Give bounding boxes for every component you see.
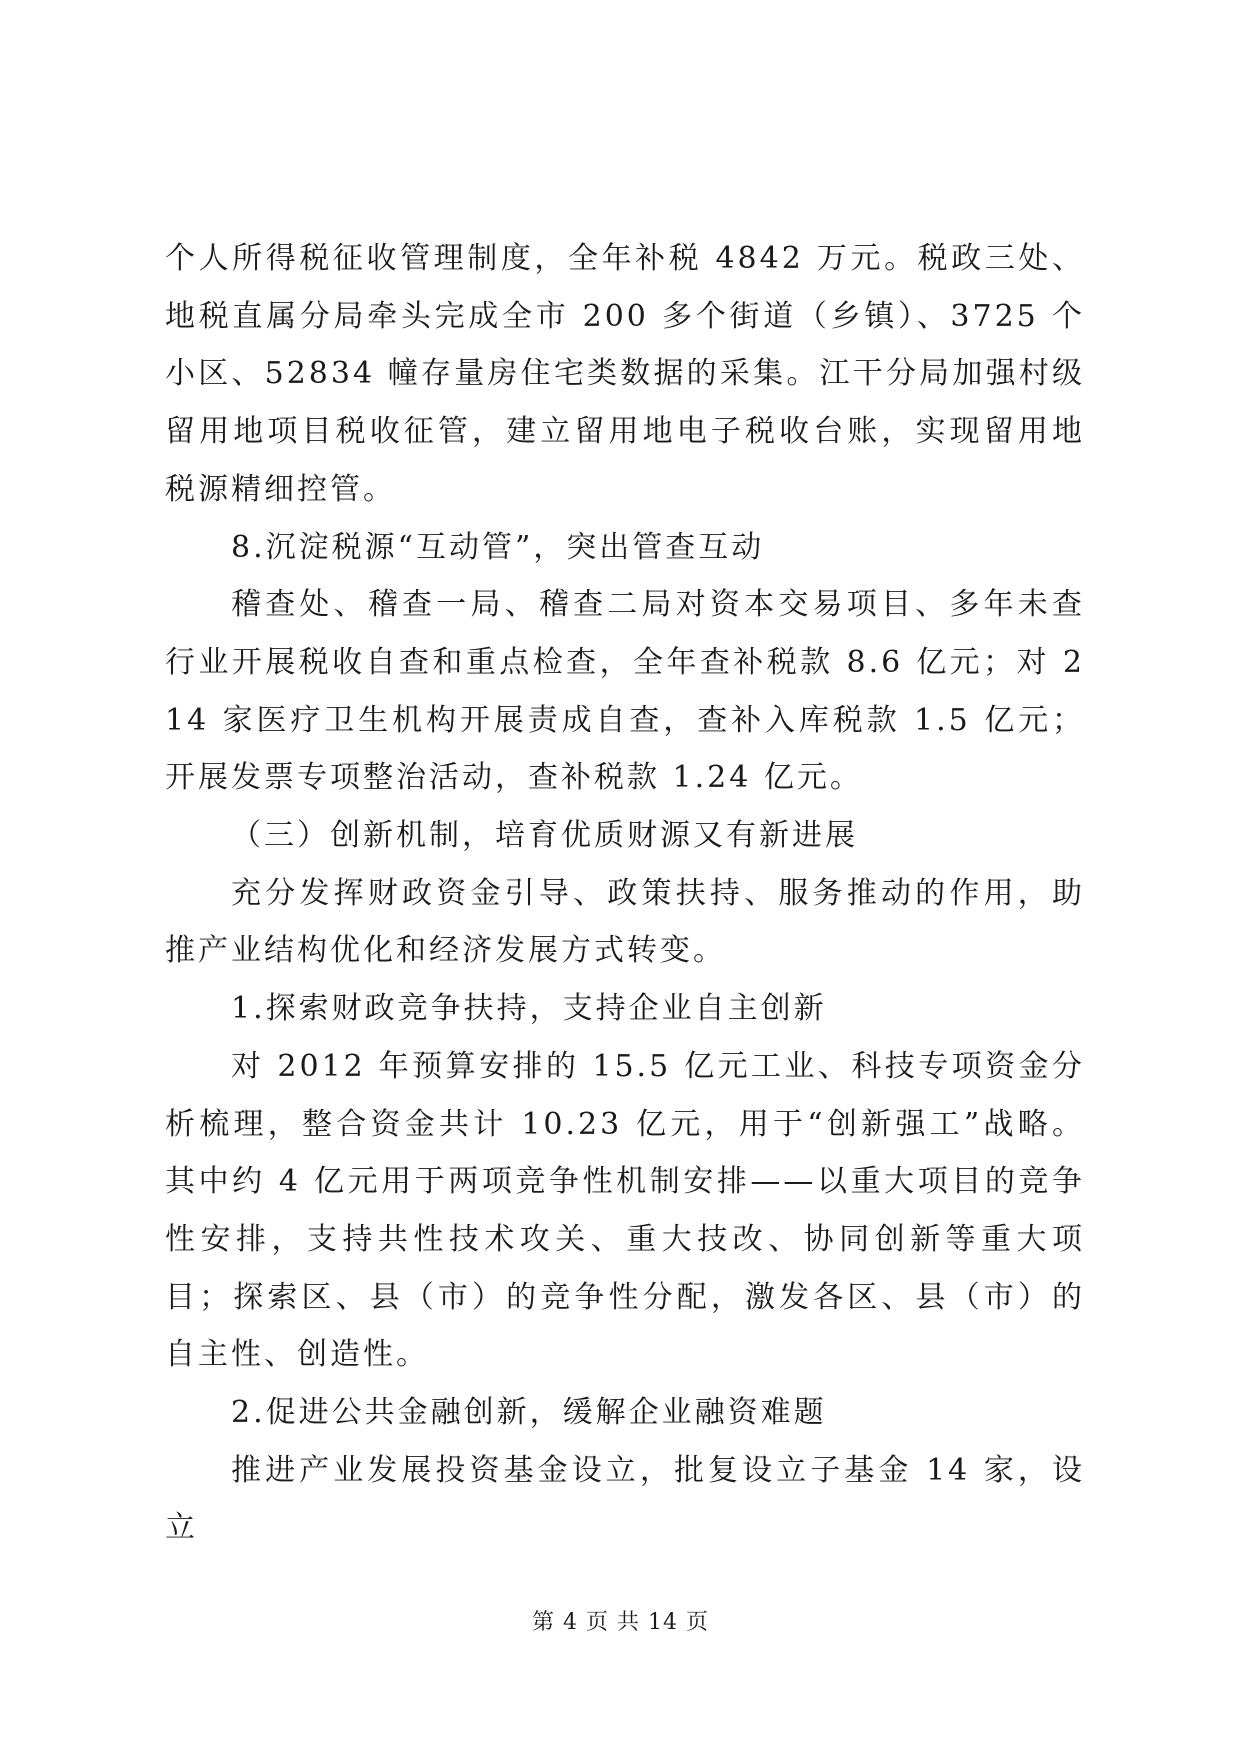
- paragraph-8-heading: 2.促进公共金融创新，缓解企业融资难题: [231, 1395, 827, 1431]
- paragraph-6-heading: 1.探索财政竞争扶持，支持企业自主创新: [231, 991, 827, 1027]
- paragraph-9: 推进产业发展投资基金设立，批复设立子基金 14 家，设立: [165, 1452, 1085, 1546]
- paragraph-1: 个人所得税征收管理制度，全年补税 4842 万元。税政三处、地税直属分局牵头完成全市 200 多个街道（乡镇）、3725 个小区、52834 幢存量房住宅类数据的采集。江干分局加强村级留用地项目税收征管，建立留用地电子税收台账，实现留用地税源精细控管。: [165, 241, 1085, 507]
- paragraph-4-heading: （三）创新机制，培育优质财源又有新进展: [231, 818, 858, 854]
- paragraph-7: 对 2012 年预算安排的 15.5 亿元工业、科技专项资金分析梳理，整合资金共计 10.23 亿元，用于“创新强工”战略。其中约 4 亿元用于两项竞争性机制安排——以重大项目的竞争性安排，支持共性技术攻关、重大技改、协同创新等重大项目；探索区、县（市）的竞争性分配，激发各区、县（市）的自主性、创造性。: [165, 1048, 1085, 1373]
- paragraph-2-heading: 8.沉淀税源“互动管”，突出管查互动: [231, 529, 765, 565]
- document-body: [165, 230, 1085, 1557]
- paragraph-5: 充分发挥财政资金引导、政策扶持、服务推动的作用，助推产业结构优化和经济发展方式转变。: [165, 875, 1085, 969]
- page-footer: 第 4 页 共 14 页: [532, 1610, 709, 1635]
- paragraph-3: 稽查处、稽查一局、稽查二局对资本交易项目、多年未查行业开展税收自查和重点检查，全年查补税款 8.6 亿元；对 214 家医疗卫生机构开展责成自查，查补入库税款 1.5 亿元；开展发票专项整治活动，查补税款 1.24 亿元。: [165, 587, 1085, 796]
